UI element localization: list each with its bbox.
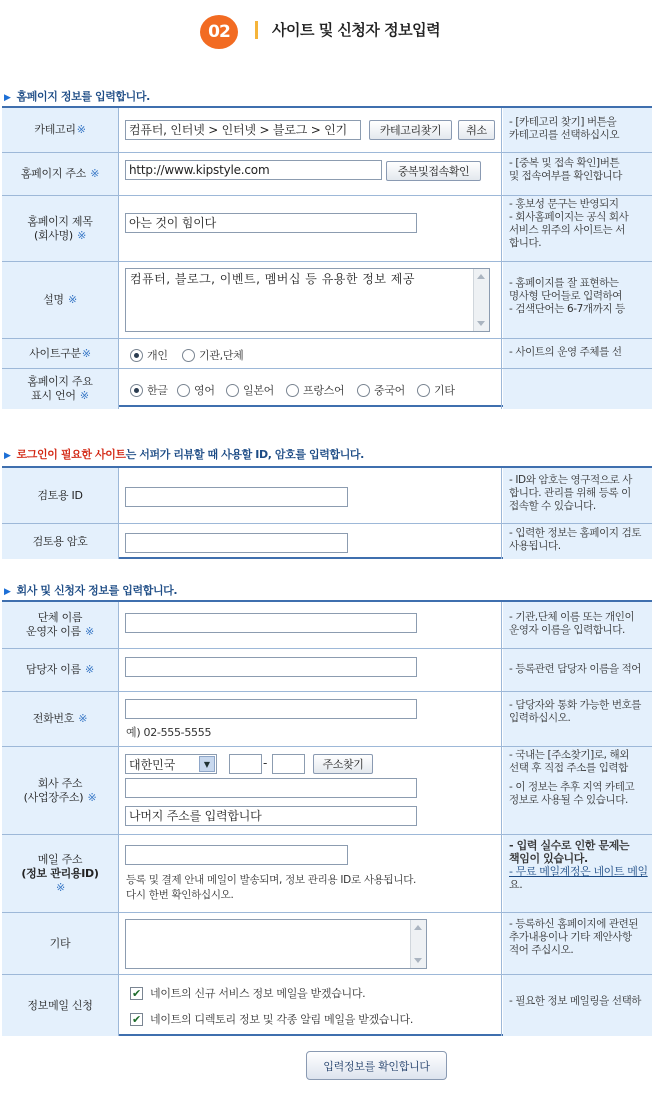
section-title-company: ▶ 회사 및 신청자 정보를 입력합니다.	[4, 584, 178, 597]
review-id-help: - ID와 암호는 영구적으로 사 합니다. 관리를 위해 등록 이 접속할 수 있습니다.	[503, 468, 652, 523]
row-manager-name	[2, 648, 652, 691]
row-org-name: 단체 이름 운영자 이름 ※ - 기관,단체 이름 또는 개인이 운영자 이름을 입력합니다.	[2, 602, 652, 648]
page-header	[0, 0, 652, 62]
submit-button[interactable]: 입력정보를 확인합니다	[306, 1051, 447, 1080]
mail-subscribe-label: 정보메일 신청	[2, 975, 119, 1036]
company-info-table	[2, 600, 652, 1036]
country-select[interactable]: 대한민국 ▼	[125, 754, 217, 774]
review-id-input[interactable]	[125, 487, 348, 507]
arrow-right-icon: ▶	[4, 451, 11, 461]
company-address-label: 회사 주소	[37, 776, 83, 790]
find-address-button[interactable]: 주소찾기	[313, 754, 373, 774]
site-type-label: 사이트구분 ※	[2, 339, 119, 368]
check-duplicate-button[interactable]: 중복및접속확인	[386, 161, 481, 181]
homepage-address-label: 홈페이지 주소	[20, 167, 87, 180]
radio-lang-other[interactable]: 기타	[417, 382, 455, 398]
language-label: 홈페이지 주요	[27, 375, 93, 388]
phone-help: - 담당자와 통화 가능한 번호를 입력하십시오.	[503, 692, 652, 746]
phone-example: 예) 02-555-5555	[126, 726, 212, 739]
etc-label: 기타	[2, 913, 119, 974]
homepage-address-input[interactable]: http://www.kipstyle.com	[125, 160, 382, 180]
site-info-table	[2, 106, 652, 407]
title-help: - 홍보성 문구는 반영되지 - 회사홈페이지는 공식 회사 서비스 위주의 사이트는 서 합니다.	[503, 196, 652, 261]
language-help	[503, 369, 652, 409]
manager-name-input[interactable]	[125, 657, 417, 677]
radio-lang-english[interactable]: 영어	[177, 382, 215, 398]
row-language: 홈페이지 주요 표시 언어 ※ 한글 영어 일본어 프랑스어 중국어 기타	[2, 368, 652, 409]
email-note-2: 다시 한번 확인하십시오.	[126, 889, 234, 901]
category-input[interactable]: 컴퓨터, 인터넷 > 인터넷 > 블로그 > 인기	[125, 120, 361, 140]
radio-lang-chinese[interactable]: 중국어	[357, 382, 405, 398]
row-email: 메일 주소 (정보 관리용ID) ※ 등록 및 결제 안내 메일이 발송되며, 정보 관리용 ID로 사용됩니다. 다시 한번 확인하십시오. - 입력 실수로 인한 문제는 책임이 있습니다. - 무료 메일계정은 네이트 메일 요.	[2, 834, 652, 912]
radio-icon	[177, 384, 190, 397]
manager-name-label: 담당자 이름 ※	[2, 649, 119, 691]
cancel-category-button[interactable]: 취소	[458, 120, 495, 140]
scroll-up-icon	[477, 274, 485, 279]
etc-help: - 등록하신 홈페이지에 관련된 추가내용이나 기타 제안사항 적어 주십시오.	[503, 913, 652, 974]
address-help: - [중복 및 접속 확인]버튼 및 접속여부를 확인합니다	[503, 153, 652, 195]
row-category	[2, 108, 652, 152]
site-type-help: - 사이트의 운영 주체를 선	[503, 339, 652, 368]
page-title: 사이트 및 신청자 정보입력	[272, 21, 441, 39]
checkbox-new-service-mail[interactable]: ✔ 네이트의 신규 서비스 정보 메일을 받겠습니다.	[130, 985, 365, 1001]
description-help: - 홈페이지를 잘 표현하는 명사형 단어들로 입력하여 - 검색단어는 6-7개까지 등	[503, 262, 652, 338]
radio-lang-korean[interactable]: 한글	[130, 382, 168, 398]
homepage-title-label: 홈페이지 제목	[27, 214, 93, 228]
textarea-scrollbar[interactable]	[410, 920, 426, 968]
free-mail-link[interactable]: - 무료 메일계정은 네이트 메일	[509, 865, 648, 878]
radio-icon	[226, 384, 239, 397]
org-name-input[interactable]	[125, 613, 417, 633]
review-password-help: - 입력한 정보는 홈페이지 검토 사용됩니다.	[503, 524, 652, 559]
checkmark-icon: ✔	[130, 987, 143, 1000]
company-address-help: - 국내는 [주소찾기]로, 해외 선택 후 직접 주소를 입력합 - 이 정보는 추후 지역 카테고 정보로 사용될 수 있습니다.	[503, 747, 652, 834]
scroll-up-icon	[414, 925, 422, 930]
chevron-down-icon: ▼	[199, 756, 215, 772]
row-mail-subscribe	[2, 974, 652, 1036]
arrow-right-icon: ▶	[4, 93, 11, 103]
manager-name-help: - 등록관련 담당자 이름을 적어	[503, 649, 652, 691]
section-title-login: ▶ 로그인이 필요한 사이트는 서퍼가 리뷰할 때 사용할 ID, 암호를 입력합니다.	[4, 448, 364, 461]
review-id-label: 검토용 ID	[2, 468, 119, 523]
radio-checked-icon	[130, 349, 143, 362]
radio-icon	[182, 349, 195, 362]
address-line1-input[interactable]	[125, 778, 417, 798]
textarea-scrollbar[interactable]	[473, 269, 489, 331]
description-textarea[interactable]: 컴퓨터, 블로그, 이벤트, 멤버십 등 유용한 정보 제공	[125, 268, 490, 332]
category-label: 카테고리 ※	[2, 108, 119, 152]
login-info-table	[2, 466, 652, 559]
row-description	[2, 261, 652, 338]
review-password-label: 검토용 암호	[2, 524, 119, 559]
radio-icon	[417, 384, 430, 397]
mail-subscribe-help: - 필요한 정보 메일링을 선택하	[503, 975, 652, 1036]
radio-icon	[286, 384, 299, 397]
row-homepage-address: 홈페이지 주소 ※ http://www.kipstyle.com 중복및접속확인 - [중복 및 접속 확인]버튼 및 접속여부를 확인합니다	[2, 152, 652, 195]
checkmark-icon: ✔	[130, 1013, 143, 1026]
email-help: - 입력 실수로 인한 문제는 책임이 있습니다. - 무료 메일계정은 네이트 메일 요.	[503, 835, 652, 912]
org-name-label: 단체 이름	[37, 611, 83, 624]
email-input[interactable]	[125, 845, 348, 865]
email-note-1: 등록 및 결제 안내 메일이 발송되며, 정보 관리용 ID로 사용됩니다.	[126, 874, 417, 886]
row-site-type	[2, 338, 652, 368]
section-title-site: ▶ 홈페이지 정보를 입력합니다.	[4, 90, 150, 103]
category-help: - [카테고리 찾기] 버튼을 카테고리를 선택하십시오	[503, 108, 652, 152]
address-line2-input[interactable]: 나머지 주소를 입력합니다	[125, 806, 417, 826]
phone-label: 전화번호 ※	[2, 692, 119, 746]
arrow-right-icon: ▶	[4, 587, 11, 597]
row-etc	[2, 912, 652, 974]
step-badge: 02	[200, 15, 238, 49]
row-company-address: 회사 주소 (사업장주소) ※ 대한민국 ▼ - 주소찾기 나머지 주소를 입력합니다 - 국내는 [주소찾기]로, 해외 선택 후 직접 주소를 입력합 - 이 정보는 추후 지역 카테고 정보로 사용될 수 있습니다.	[2, 746, 652, 834]
etc-textarea[interactable]	[125, 919, 427, 969]
radio-organization[interactable]: 기관,단체	[182, 347, 244, 363]
find-category-button[interactable]: 카테고리찾기	[369, 120, 452, 140]
org-name-help: - 기관,단체 이름 또는 개인이 운영자 이름을 입력합니다.	[503, 602, 652, 648]
radio-lang-french[interactable]: 프랑스어	[286, 382, 344, 398]
row-phone	[2, 691, 652, 746]
title-divider	[255, 21, 258, 39]
row-review-password	[2, 523, 652, 559]
row-homepage-title: 홈페이지 제목 (회사명) ※ 아는 것이 힘이다 - 홍보성 문구는 반영되지 - 회사홈페이지는 공식 회사 서비스 위주의 사이트는 서 합니다.	[2, 195, 652, 261]
checkbox-directory-mail[interactable]: ✔ 네이트의 디렉토리 정보 및 각종 알림 메일을 받겠습니다.	[130, 1011, 413, 1027]
radio-icon	[357, 384, 370, 397]
homepage-title-input[interactable]: 아는 것이 힘이다	[125, 213, 417, 233]
radio-personal[interactable]: 개인	[130, 347, 168, 363]
radio-checked-icon	[130, 384, 143, 397]
radio-lang-japanese[interactable]: 일본어	[226, 382, 274, 398]
email-label: 메일 주소	[37, 852, 83, 866]
zip-first-input[interactable]	[229, 754, 262, 774]
zip-dash: -	[263, 756, 268, 770]
scroll-down-icon	[477, 321, 485, 326]
description-label: 설명 ※	[2, 262, 119, 338]
scroll-down-icon	[414, 958, 422, 963]
row-review-id	[2, 468, 652, 523]
review-password-input[interactable]	[125, 533, 348, 553]
zip-second-input[interactable]	[272, 754, 305, 774]
phone-input[interactable]	[125, 699, 417, 719]
